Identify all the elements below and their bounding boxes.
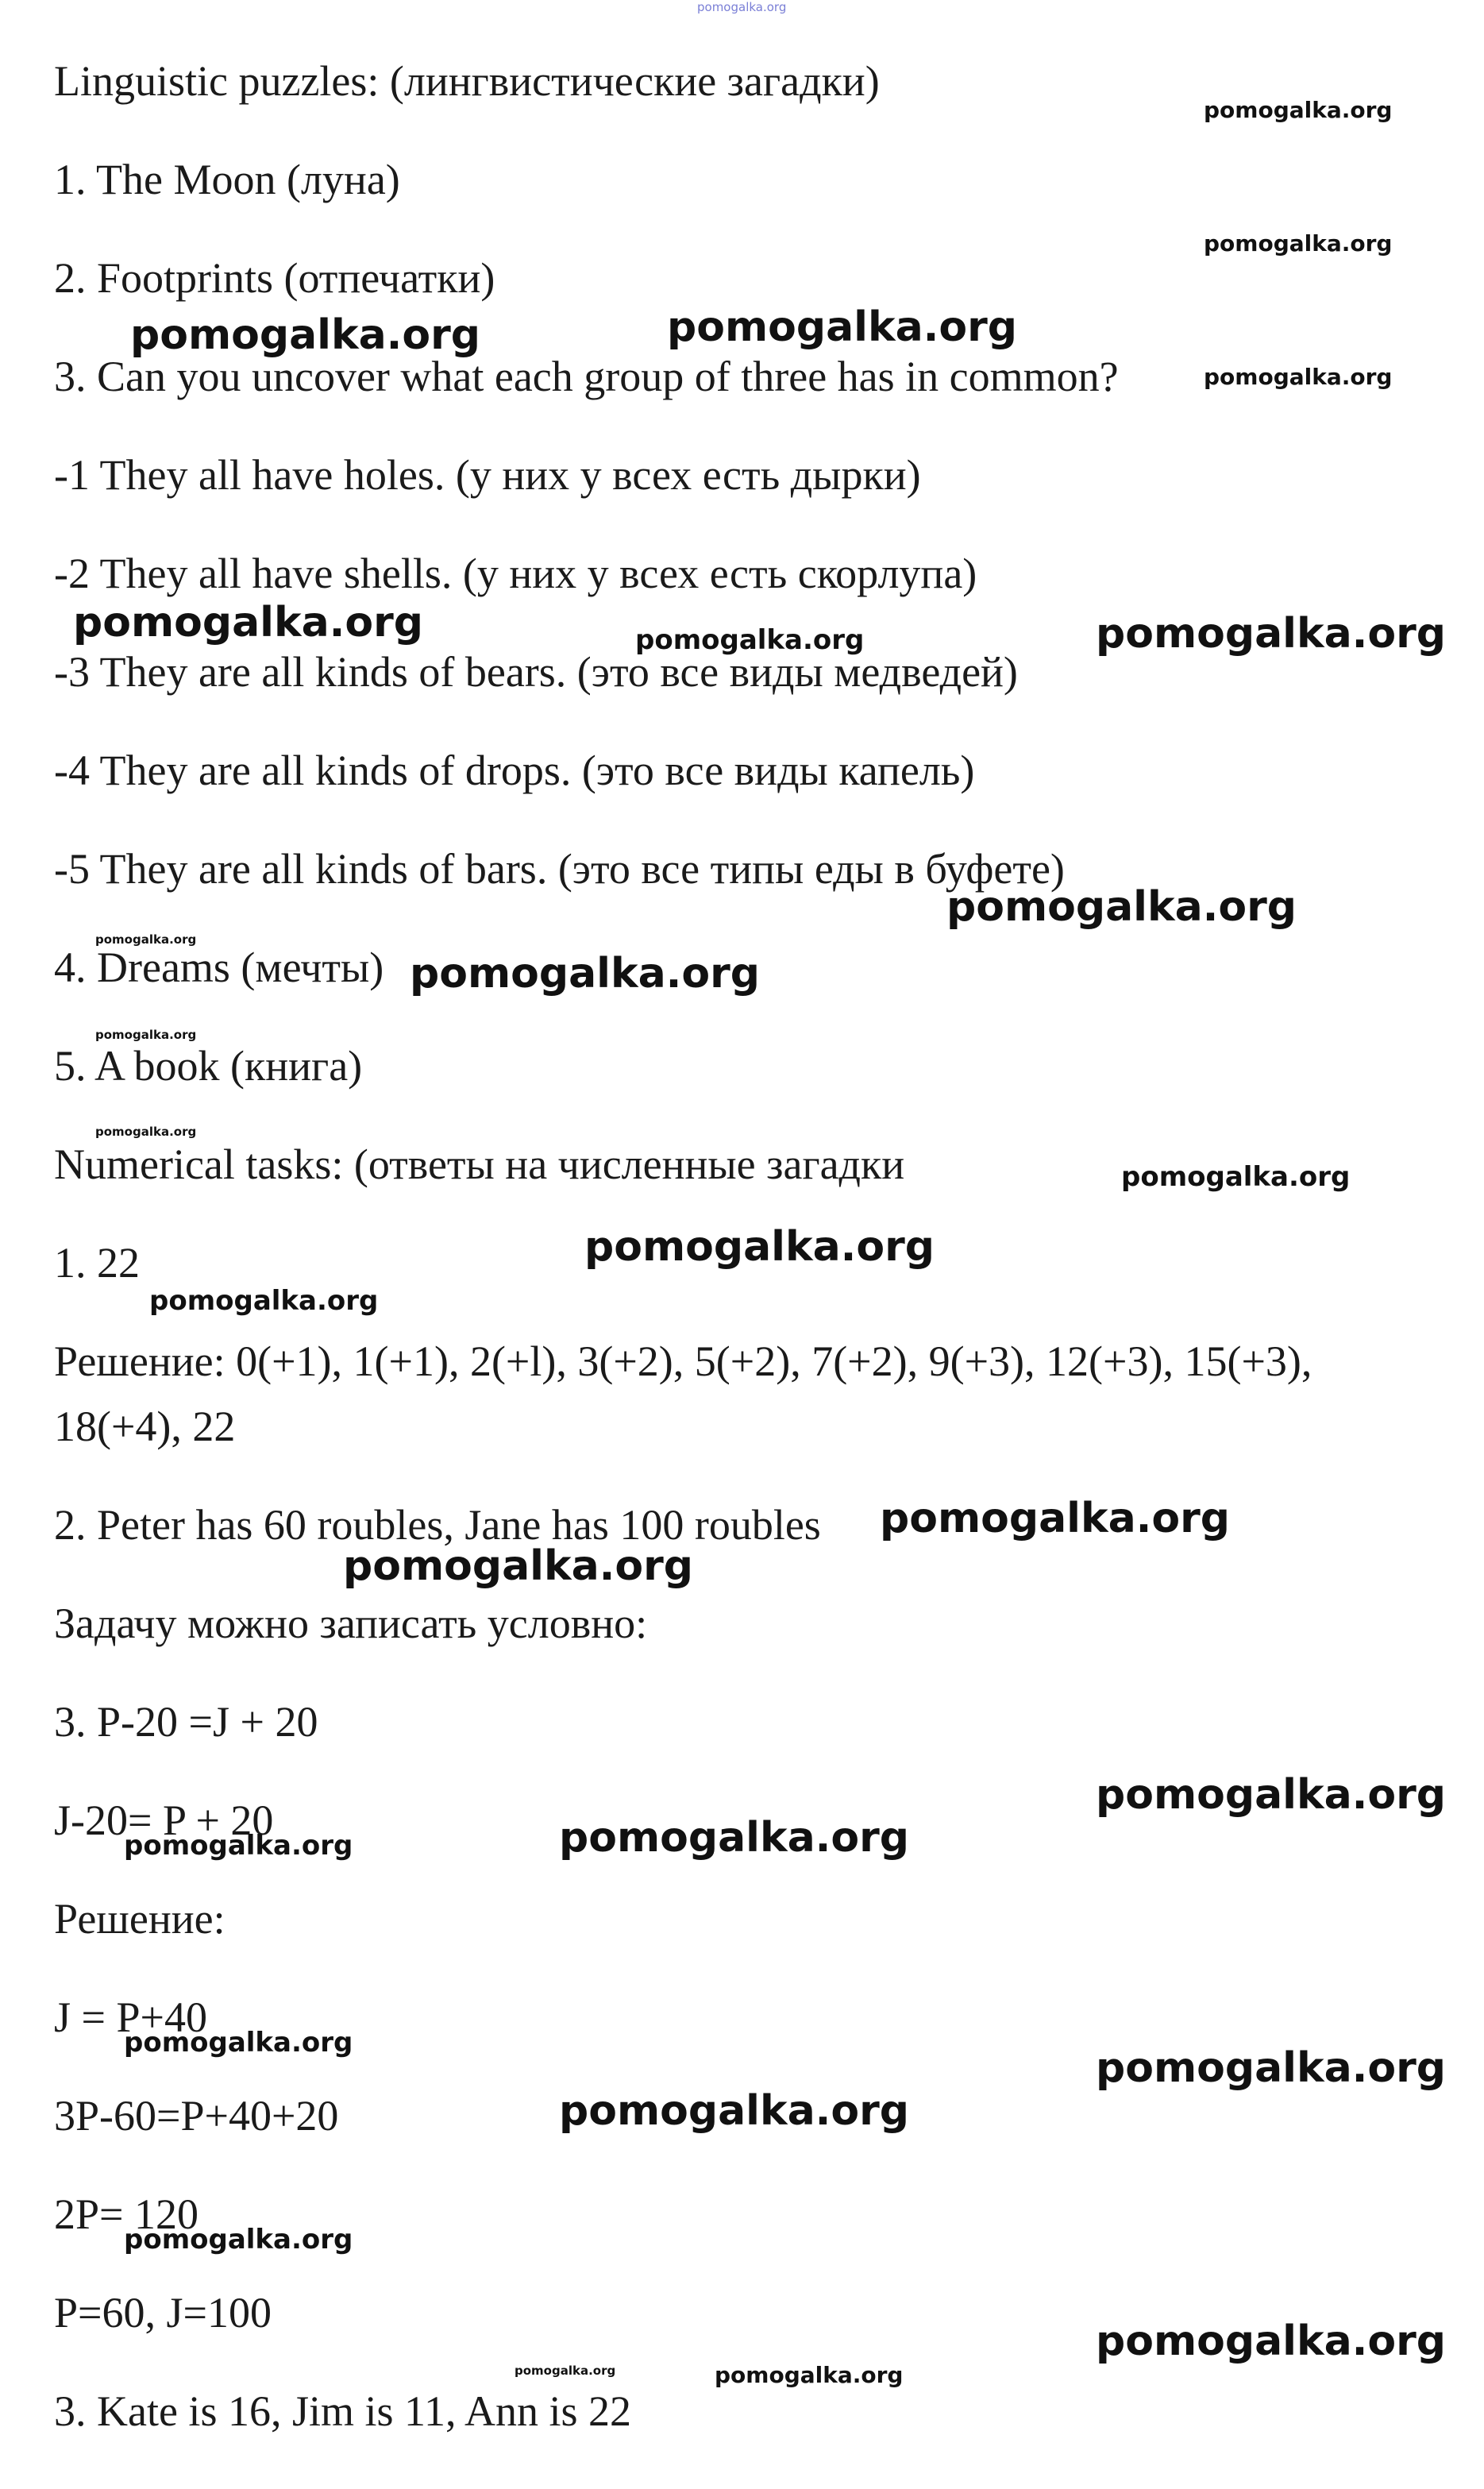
watermark: pomogalka.org xyxy=(343,1542,694,1590)
watermark: pomogalka.org xyxy=(410,950,761,998)
doc-line: Решение: xyxy=(54,1895,225,1943)
doc-line: J-20= P + 20 xyxy=(54,1796,274,1844)
doc-line: 3P-60=P+40+20 xyxy=(54,2092,339,2140)
watermark: pomogalka.org xyxy=(1204,97,1393,123)
watermark: pomogalka.org xyxy=(1096,2317,1447,2365)
doc-line: -4 They are all kinds of drops. (это все виды капель) xyxy=(54,747,975,794)
doc-line: Linguistic puzzles: (лингвистические загадки) xyxy=(54,57,880,105)
doc-line: 5. A book (книга) xyxy=(54,1042,363,1090)
watermark: pomogalka.org xyxy=(1204,364,1393,390)
doc-line: 1. The Moon (луна) xyxy=(54,156,400,203)
doc-line: -3 They are all kinds of bears. (это все виды медведей) xyxy=(54,648,1018,696)
watermark: pomogalka.org xyxy=(95,1028,197,1042)
doc-line: 3. P-20 =J + 20 xyxy=(54,1698,318,1746)
watermark: pomogalka.org xyxy=(1096,1771,1447,1819)
doc-line: 18(+4), 22 xyxy=(54,1403,236,1450)
doc-line: 1. 22 xyxy=(54,1239,140,1287)
doc-line: Решение: 0(+1), 1(+1), 2(+l), 3(+2), 5(+2), 7(+2), 9(+3), 12(+3), 15(+3), xyxy=(54,1337,1312,1385)
doc-line: -5 They are all kinds of bars. (это все типы еды в буфете) xyxy=(54,845,1065,893)
doc-line: -1 They all have holes. (у них у всех есть дырки) xyxy=(54,451,921,499)
watermark: pomogalka.org xyxy=(149,1285,379,1317)
doc-line: -2 They all have shells. (у них у всех есть скорлупа) xyxy=(54,550,977,597)
watermark: pomogalka.org xyxy=(515,2364,616,2378)
doc-line: 3. Can you uncover what each group of three has in common? xyxy=(54,353,1119,400)
watermark: pomogalka.org xyxy=(95,932,197,947)
watermark: pomogalka.org xyxy=(667,303,1018,351)
doc-line: J = P+40 xyxy=(54,1993,207,2041)
watermark: pomogalka.org xyxy=(697,0,787,14)
doc-line: 2. Footprints (отпечатки) xyxy=(54,254,495,302)
watermark: pomogalka.org xyxy=(124,2027,353,2059)
watermark: pomogalka.org xyxy=(880,1495,1231,1542)
doc-line: P=60, J=100 xyxy=(54,2289,272,2337)
watermark: pomogalka.org xyxy=(95,1125,197,1139)
watermark: pomogalka.org xyxy=(1096,2044,1447,2092)
watermark: pomogalka.org xyxy=(559,1814,910,1862)
watermark: pomogalka.org xyxy=(1096,610,1447,658)
watermark: pomogalka.org xyxy=(130,311,481,359)
watermark: pomogalka.org xyxy=(1204,230,1393,257)
doc-line: 3. Kate is 16, Jim is 11, Ann is 22 xyxy=(54,2387,632,2435)
doc-line: Numerical tasks: (ответы на численные загадки xyxy=(54,1140,905,1188)
doc-line: 4. Dreams (мечты) xyxy=(54,944,384,991)
watermark: pomogalka.org xyxy=(73,599,424,646)
doc-line: 2. Peter has 60 roubles, Jane has 100 roubles xyxy=(54,1501,821,1549)
doc-line: 2P= 120 xyxy=(54,2190,199,2238)
watermark: pomogalka.org xyxy=(124,1830,353,1862)
doc-line: Задачу можно записать условно: xyxy=(54,1600,648,1647)
watermark: pomogalka.org xyxy=(1121,1161,1351,1193)
watermark: pomogalka.org xyxy=(635,624,865,656)
watermark: pomogalka.org xyxy=(559,2087,910,2135)
watermark: pomogalka.org xyxy=(946,883,1297,931)
watermark: pomogalka.org xyxy=(584,1223,935,1271)
watermark: pomogalka.org xyxy=(715,2362,904,2388)
watermark: pomogalka.org xyxy=(124,2224,353,2256)
